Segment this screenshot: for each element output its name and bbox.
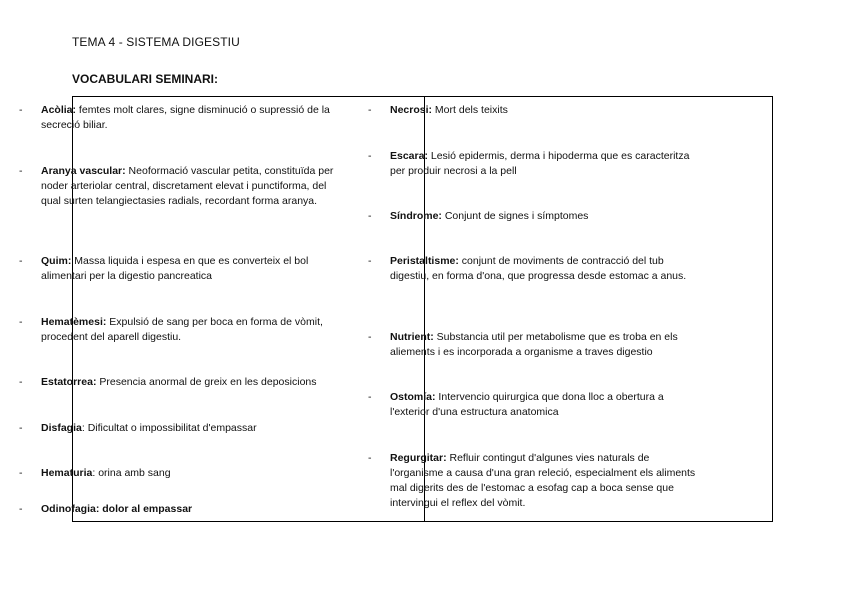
bullet-dash: - — [19, 104, 23, 116]
document-header: TEMA 4 - SISTEMA DIGESTIU — [72, 35, 240, 49]
bullet-dash: - — [368, 452, 372, 464]
vocab-entry-disfagia — [19, 421, 341, 436]
vocab-definition: dolor al empassar — [99, 503, 193, 515]
vocab-term: Síndrome: — [390, 210, 442, 222]
vocab-term: Hematèmesi: — [41, 316, 107, 328]
bullet-dash: - — [368, 210, 372, 222]
vocab-term: Aranya vascular: — [41, 165, 126, 177]
vocab-entry-nutrient — [368, 330, 700, 360]
vocab-entry-hematemesi — [19, 315, 341, 345]
vocab-term: Escara: — [390, 150, 428, 162]
bullet-dash: - — [19, 255, 23, 267]
vocab-definition: conjunt de moviments de contracció del tub digestiu, en forma d'ona, que progressa desde estomac a anus. — [390, 255, 687, 282]
vocab-term: Peristaltisme: — [390, 255, 459, 267]
vocab-term: Ostomía: — [390, 391, 436, 403]
vocab-definition: Mort dels teixits — [432, 104, 508, 116]
vocab-term: Quim: — [41, 255, 72, 267]
vocab-term: Regurgitar: — [390, 452, 447, 464]
vocab-entry-necrosi — [368, 103, 700, 118]
bullet-dash: - — [368, 104, 372, 116]
vocab-definition: Neoformació vascular petita, constituïda per noder arteriolar central, discretament elevat i punctiforma, del qual surten telangiectasies radials, recordant forma aranya. — [41, 165, 334, 207]
vocab-term: Estatorrea: — [41, 376, 97, 388]
vocab-entry-estatorrea — [19, 375, 341, 390]
bullet-dash: - — [19, 316, 23, 328]
bullet-dash: - — [368, 331, 372, 343]
vocab-term: Odinofagia: — [41, 503, 100, 515]
vocab-definition: Presencia anormal de greix en les deposicions — [96, 376, 317, 388]
bullet-dash: - — [19, 165, 23, 177]
vocab-entry-acolia — [19, 103, 341, 133]
vocab-entry-hematuria — [19, 466, 341, 481]
bullet-dash: - — [19, 422, 23, 434]
bullet-dash: - — [19, 467, 23, 479]
vocab-definition: Refluir contingut d'algunes vies naturals de l'organisme a causa d'una gran releció, especialment els aliments mal digerits des de l'estomac a esofag cap a boca sense que intervingui el reflex del vòmit. — [390, 452, 696, 509]
vocab-entry-escara — [368, 149, 700, 179]
vocab-term: Necrosi: — [390, 104, 433, 116]
vocab-definition: : orina amb sang — [92, 467, 171, 479]
vocab-definition: Expulsió de sang per boca en forma de vòmit, procedent del aparell digestiu. — [41, 316, 323, 343]
section-title: VOCABULARI SEMINARI: — [72, 72, 218, 86]
vocab-definition: Lesió epidermis, derma i hipoderma que es caracteritza per produir necrosi a la pell — [390, 150, 690, 177]
bullet-dash: - — [368, 150, 372, 162]
vocab-term: Nutrient: — [390, 331, 434, 343]
vocab-definition: Intervencio quirurgica que dona lloc a obertura a l'exterior d'una estructura anatomica — [390, 391, 664, 418]
vocab-definition: Massa liquida i espesa en que es converteix el bol alimentari per la digestio pancreatica — [41, 255, 309, 282]
bullet-dash: - — [368, 391, 372, 403]
vocab-entry-odinofagia — [19, 502, 341, 517]
vocab-term: Acòlia: — [41, 104, 77, 116]
vocab-entry-quim — [19, 254, 341, 284]
vocab-definition: : Dificultat o impossibilitat d'empassar — [81, 422, 257, 434]
vocab-entry-regurgitar — [368, 451, 700, 511]
vocab-entry-peristaltisme — [368, 254, 700, 284]
bullet-dash: - — [368, 255, 372, 267]
vocab-entry-sindrome — [368, 209, 700, 224]
vocab-term: Hematuria — [41, 467, 93, 479]
vocab-definition: femtes molt clares, signe disminució o supressió de la secreció biliar. — [41, 104, 330, 131]
vocab-entry-aranya-vascular — [19, 164, 341, 209]
vocab-term: Disfagia — [41, 422, 82, 434]
vocab-entry-ostomia — [368, 390, 700, 420]
bullet-dash: - — [19, 376, 23, 388]
vocab-definition: Substancia util per metabolisme que es troba en els aliements i es incorporada a organisme a traves digestio — [390, 331, 678, 358]
vocab-definition: Conjunt de signes i símptomes — [441, 210, 589, 222]
bullet-dash: - — [19, 503, 23, 515]
